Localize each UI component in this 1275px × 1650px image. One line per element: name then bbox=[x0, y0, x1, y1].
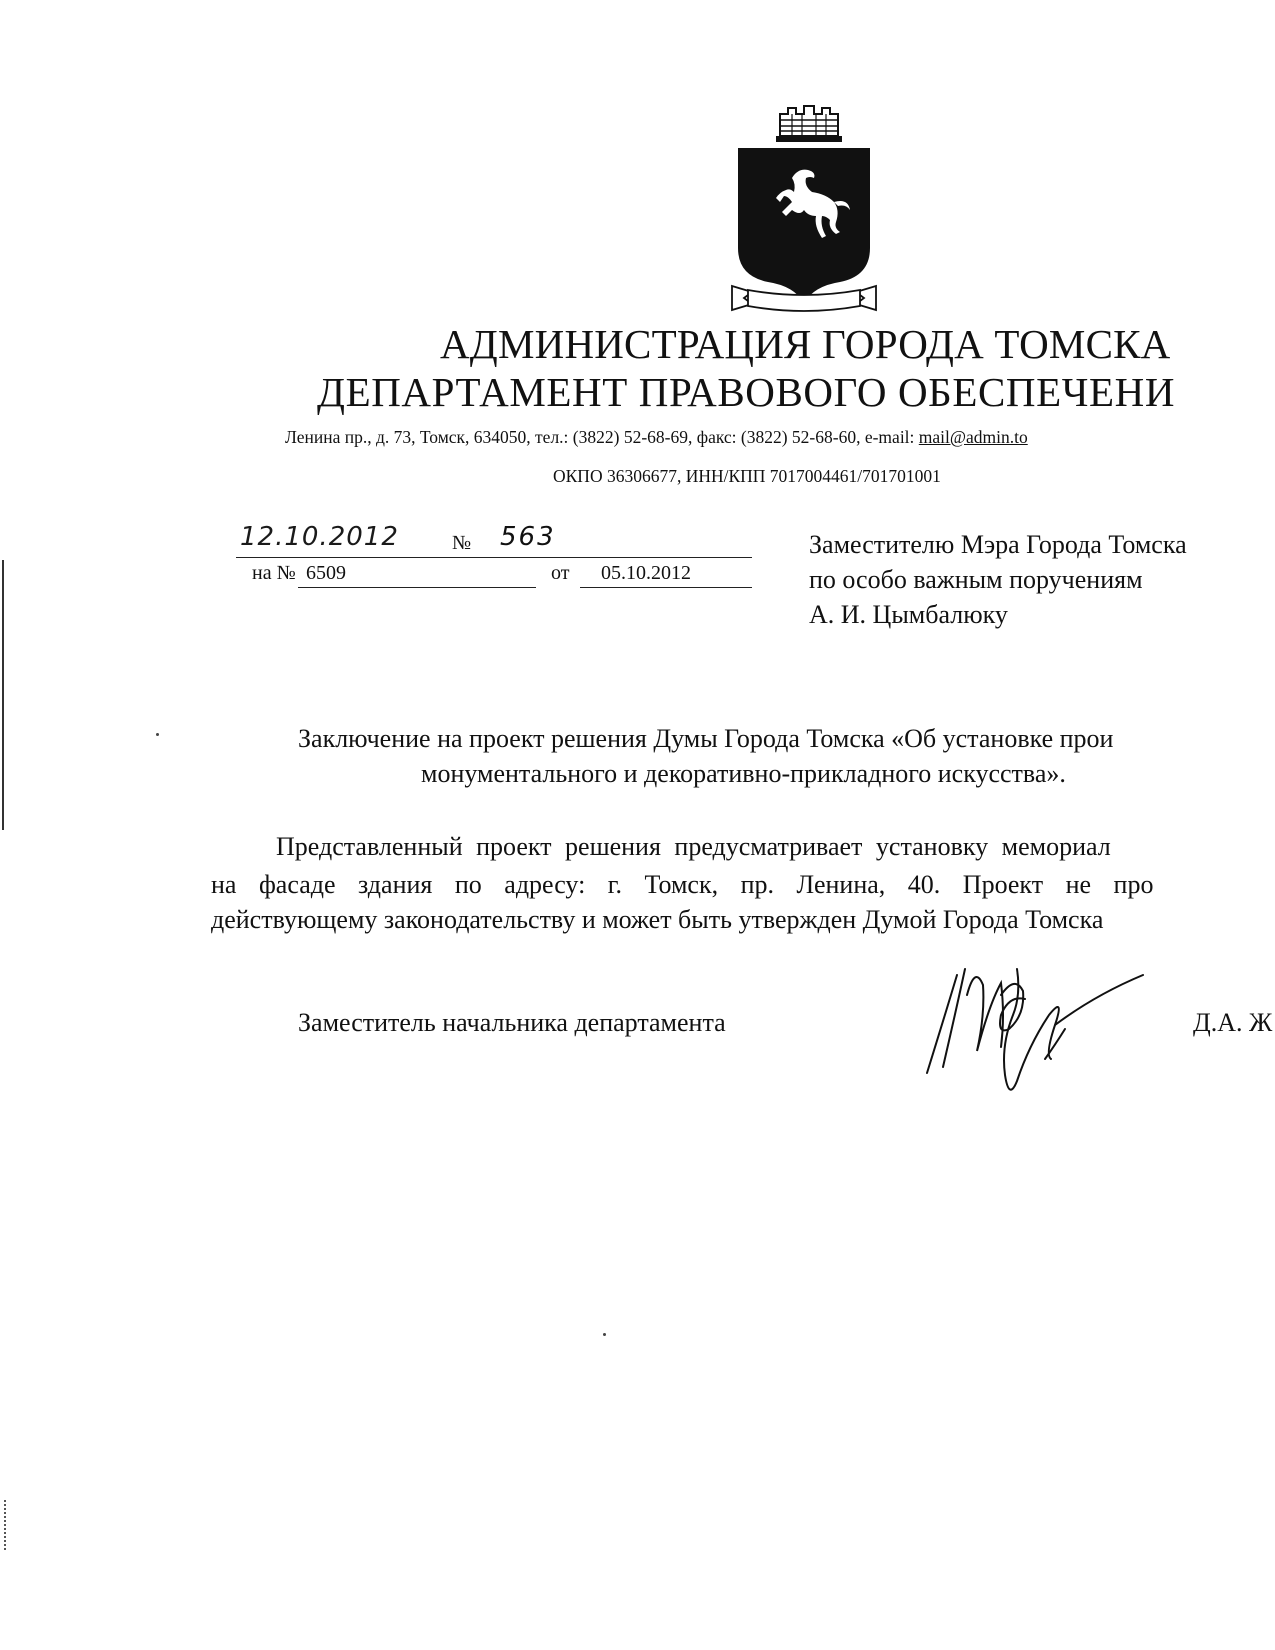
crown-icon bbox=[776, 106, 842, 142]
department-title: ДЕПАРТАМЕНТ ПРАВОВОГО ОБЕСПЕЧЕНИ bbox=[317, 369, 1176, 415]
reference-date-underline bbox=[580, 587, 752, 588]
scan-speck bbox=[156, 733, 159, 736]
scan-edge-dots bbox=[4, 1500, 8, 1550]
handwritten-signature-icon bbox=[905, 955, 1205, 1105]
outgoing-underline bbox=[236, 557, 752, 558]
reference-date: 05.10.2012 bbox=[601, 562, 691, 584]
scan-speck bbox=[603, 1333, 606, 1336]
subject-line-1: Заключение на проект решения Думы Города Томска «Об установке прои bbox=[298, 724, 1114, 753]
addressee-line-1: Заместителю Мэра Города Томска bbox=[809, 530, 1187, 559]
address-text: Ленина пр., д. 73, Томск, 634050, тел.: (3822) 52-68-69, факс: (3822) 52-68-60, e-mail: bbox=[285, 427, 919, 447]
outgoing-date: 12.10.2012 bbox=[240, 522, 399, 552]
signer-title: Заместитель начальника департамента bbox=[298, 1008, 726, 1037]
subject-line-2: монументального и декоративно-прикладного искусства». bbox=[421, 759, 1066, 788]
reference-from-label: от bbox=[551, 562, 570, 584]
signer-name: Д.А. Ж bbox=[1193, 1008, 1273, 1037]
body-line-2: на фасаде здания по адресу: г. Томск, пр. Ленина, 40. Проект не про bbox=[211, 870, 1154, 899]
scan-edge-line bbox=[2, 560, 4, 830]
email-link[interactable]: mail@admin.to bbox=[918, 427, 1028, 447]
tomsk-coat-of-arms-icon bbox=[730, 98, 880, 318]
org-title: АДМИНИСТРАЦИЯ ГОРОДА ТОМСКА bbox=[440, 321, 1171, 367]
addressee-line-2: по особо важным поручениям bbox=[809, 565, 1143, 594]
reference-number-underline bbox=[298, 587, 536, 588]
addressee-line-3: А. И. Цымбалюку bbox=[809, 600, 1008, 629]
reference-number: 6509 bbox=[306, 562, 346, 584]
reference-number-label: на № bbox=[252, 562, 296, 584]
body-line-1: Представленный проект решения предусматривает установку мемориал bbox=[276, 832, 1111, 861]
registration-codes: ОКПО 36306677, ИНН/КПП 7017004461/701701001 bbox=[553, 466, 941, 486]
body-line-3: действующему законодательству и может быть утвержден Думой Города Томска bbox=[211, 905, 1104, 934]
outgoing-number: 563 bbox=[500, 522, 556, 552]
contact-line bbox=[285, 427, 1028, 448]
outgoing-number-label: № bbox=[452, 532, 472, 554]
